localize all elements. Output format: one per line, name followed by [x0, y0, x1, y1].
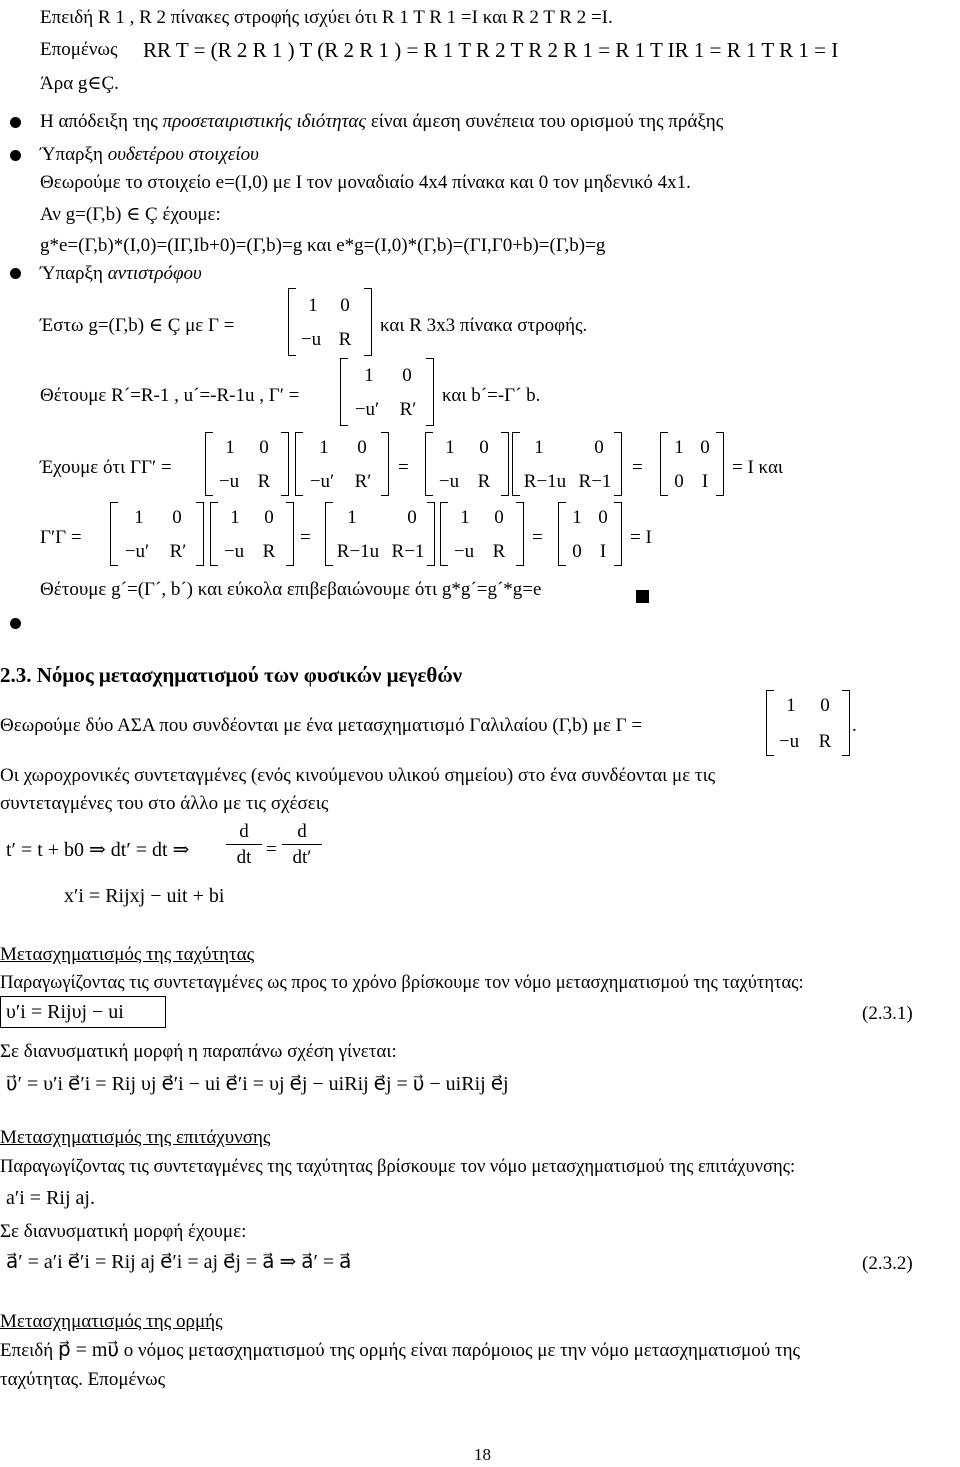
- matrix-cell: −u: [438, 471, 460, 492]
- matrix-cell: 1: [460, 507, 470, 528]
- period: .: [852, 715, 857, 736]
- line-galilean: Θεωρούμε δύο ΑΣΑ που συνδέονται με ένα μετασχηματισμό Γαλιλαίου (Γ,b) με Γ =: [0, 715, 643, 736]
- matrix-cell: −u′: [354, 399, 380, 420]
- equals-sign: =: [266, 839, 277, 860]
- line-identity-def: Θεωρούμε το στοιχείο e=(I,0) με Ι τον μοναδιαίο 4x4 πίνακα και 0 τον μηδενικό 4x1.: [40, 172, 691, 193]
- matrix-cell: R−1u: [523, 471, 567, 492]
- equals-sign: =: [300, 527, 311, 548]
- matrix-gamma: [288, 288, 372, 356]
- equation-acceleration: a′i = Rij aj.: [6, 1187, 95, 1209]
- line-rotation-condition: Επειδή R 1 , R 2 πίνακες στροφής ισχύει ότι R 1 T R 1 =I και R 2 T R 2 =I.: [40, 7, 613, 28]
- denominator: dt′: [292, 847, 312, 868]
- line-define-inverse: Θέτουμε g´=(Γ´, b´) και εύκολα επιβεβαιώνουμε ότι g*g´=g´*g=e: [40, 579, 542, 600]
- line-result-identity: = I: [630, 527, 652, 548]
- matrix-cell: 1: [230, 507, 240, 528]
- numerator: d: [239, 821, 249, 842]
- matrix-cell: R: [818, 731, 832, 752]
- matrix: [512, 432, 622, 496]
- matrix: [425, 432, 509, 496]
- matrix-cell: R−1: [578, 471, 612, 492]
- matrix-cell: 1: [572, 507, 582, 528]
- bullet-dot: [10, 150, 21, 161]
- matrix-gamma-prime: [340, 358, 434, 426]
- matrix-cell: 0: [259, 437, 269, 458]
- italic-term: αντιστρόφου: [107, 263, 202, 284]
- matrix: [110, 502, 204, 566]
- equation-momentum: p⃗ = mυ⃗: [57, 1339, 120, 1361]
- section-title: 2.3. Νόμος μετασχηματισμού των φυσικών μεγεθών: [0, 663, 463, 687]
- matrix: [440, 502, 524, 566]
- matrix-cell: 0: [479, 437, 489, 458]
- page-number: 18: [474, 1445, 491, 1464]
- text: Επειδή: [0, 1340, 58, 1361]
- matrix-cell: 0: [700, 437, 710, 458]
- matrix-cell: 0: [357, 437, 367, 458]
- matrix-cell: 1: [319, 437, 329, 458]
- matrix-cell: R: [262, 541, 276, 562]
- equation-number: (2.3.2): [862, 1253, 913, 1274]
- italic-term: ουδετέρου στοιχείου: [107, 144, 259, 165]
- line-vector-form: Σε διανυσματική μορφή η παραπάνω σχέση γίνεται:: [0, 1041, 397, 1062]
- fraction-bar: [282, 844, 322, 845]
- equation-time: t′ = t + b0 ⇒ dt′ = dt ⇒: [6, 839, 190, 861]
- matrix-cell: R−1u: [336, 541, 380, 562]
- bullet-inverse: [40, 264, 202, 283]
- line-let-g-end: και R 3x3 πίνακα στροφής.: [380, 315, 588, 336]
- equals-sign: =: [398, 457, 409, 478]
- matrix-cell: 0: [340, 295, 350, 316]
- line-coordinates: Οι χωροχρονικές συντεταγμένες (ενός κινούμενου υλικού σημείου) στο ένα συνδέονται με τις: [0, 765, 716, 786]
- line-let-g: Έστω g=(Γ,b) ∈ Ç με Γ =: [40, 315, 235, 336]
- matrix-cell: 0: [402, 365, 412, 386]
- matrix-cell: −u′: [124, 541, 150, 562]
- matrix: [660, 432, 724, 496]
- text: Ύπαρξη: [40, 263, 108, 284]
- text: είναι άμεση συνέπεια του ορισμού της πράξης: [366, 111, 724, 132]
- matrix-cell: R′: [399, 399, 417, 420]
- matrix-cell: −u: [218, 471, 240, 492]
- text: Η απόδειξη της: [40, 111, 163, 132]
- denominator: dt: [236, 847, 252, 868]
- matrix-cell: 0: [594, 437, 604, 458]
- matrix-cell: 1: [786, 695, 796, 716]
- equation-velocity: υ′i = Rijυj − ui: [6, 1001, 124, 1023]
- matrix-cell: 0: [572, 541, 582, 562]
- line-vector-form: Σε διανυσματική μορφή έχουμε:: [0, 1221, 247, 1242]
- equation-number: (2.3.1): [862, 1003, 913, 1024]
- matrix-cell: R: [492, 541, 506, 562]
- matrix-cell: −u: [223, 541, 245, 562]
- matrix-cell: 0: [820, 695, 830, 716]
- matrix-cell: 1: [364, 365, 374, 386]
- line-acceleration-desc: Παραγωγίζοντας τις συντεταγμένες της ταχύτητας βρίσκουμε τον νόμο μετασχηματισμού της επιτάχυνσης:: [0, 1157, 796, 1177]
- matrix-cell: 1: [534, 437, 544, 458]
- line-momentum-cont: ταχύτητας. Επομένως: [0, 1369, 166, 1390]
- fraction-d-dt: [226, 822, 262, 867]
- text: ο νόμος μετασχηματισμού της ορμής είναι παρόμοιος με την νόμο μετασχηματισμού της: [119, 1340, 801, 1361]
- equation-acceleration-vector: a⃗′ = a′i e⃗′i = Rij aj e⃗′i = aj e⃗j = a⃗ ⇒ a⃗′ = a⃗: [6, 1251, 352, 1273]
- fraction-d-dtprime: [282, 822, 322, 867]
- equals-sign: =: [632, 457, 643, 478]
- matrix-cell: 1: [445, 437, 455, 458]
- matrix-cell: R: [477, 471, 491, 492]
- qed-square-icon: [636, 590, 649, 603]
- matrix-cell: −u: [453, 541, 475, 562]
- matrix-cell: 0: [172, 507, 182, 528]
- line-result-identity: = I και: [732, 457, 784, 478]
- heading-acceleration: Μετασχηματισμός της επιτάχυνσης: [0, 1127, 271, 1148]
- matrix-cell: R−1: [391, 541, 425, 562]
- matrix-cell: 1: [674, 437, 684, 458]
- matrix-gamma: [766, 690, 850, 756]
- line-identity-proof: g*e=(Γ,b)*(I,0)=(IΓ,Ib+0)=(Γ,b)=g και e*g=(I,0)*(Γ,b)=(ΓI,Γ0+b)=(Γ,b)=g: [40, 235, 606, 256]
- matrix: [558, 502, 622, 566]
- bullet-identity: [40, 145, 259, 164]
- matrix-cell: 1: [347, 507, 357, 528]
- matrix-cell: 0: [494, 507, 504, 528]
- matrix-cell: 0: [598, 507, 608, 528]
- matrix-cell: 1: [308, 295, 318, 316]
- matrix-cell: 1: [134, 507, 144, 528]
- matrix-cell: −u: [300, 329, 322, 350]
- matrix-cell: I: [701, 471, 709, 492]
- line-set-b: και b´=-Γ´ b.: [442, 385, 541, 406]
- italic-term: προσεταιριστικής ιδιότητας: [162, 111, 367, 132]
- heading-velocity: Μετασχηματισμός της ταχύτητας: [0, 944, 255, 965]
- matrix-cell: R: [338, 329, 352, 350]
- matrix-cell: R′: [169, 541, 187, 562]
- matrix-cell: 0: [264, 507, 274, 528]
- equation-rrt: RR T = (R 2 R 1 ) T (R 2 R 1 ) = R 1 T R 2 T R 2 R 1 = R 1 T IR 1 = R 1 T R 1 = I: [143, 38, 839, 62]
- line-therefore-label: Επομένως: [40, 39, 118, 60]
- line-set-r: Θέτουμε R´=R-1 , u´=-R-1u , Γ′ =: [40, 385, 300, 406]
- bullet-associativity: [40, 112, 723, 131]
- equation-position: x′i = Rijxj − uit + bi: [64, 885, 225, 907]
- matrix-cell: −u: [778, 731, 800, 752]
- line-velocity-desc: Παραγωγίζοντας τις συντεταγμένες ως προς το χρόνο βρίσκουμε τον νόμο μετασχηματισμού της ταχύτητας:: [0, 973, 804, 993]
- bullet-dot: [10, 117, 21, 128]
- line-conclusion: Άρα g∈Ç.: [40, 73, 119, 94]
- bullet-dot: [10, 268, 21, 279]
- line-momentum: [0, 1340, 800, 1360]
- line-gamma-prime-gamma: Γ′Γ =: [40, 527, 82, 548]
- equals-sign: =: [532, 527, 543, 548]
- matrix-cell: 0: [407, 507, 417, 528]
- numerator: d: [297, 821, 307, 842]
- matrix: [210, 502, 294, 566]
- line-identity-if: Αν g=(Γ,b) ∈ Ç έχουμε:: [40, 204, 221, 225]
- matrix: [205, 432, 289, 496]
- fraction-bar: [226, 844, 262, 845]
- bullet-dot: [10, 618, 21, 629]
- matrix: [325, 502, 435, 566]
- matrix-cell: −u′: [309, 471, 335, 492]
- heading-momentum: Μετασχηματισμός της ορμής: [0, 1311, 223, 1332]
- matrix-cell: 0: [674, 471, 684, 492]
- equation-velocity-vector: υ⃗′ = υ′i e⃗′i = Rij υj e⃗′i − ui e⃗′i = υj e⃗j − uiRij e⃗j = υ⃗ − uiRij e⃗j: [6, 1073, 509, 1095]
- matrix-cell: 1: [225, 437, 235, 458]
- text: Ύπαρξη: [40, 144, 108, 165]
- matrix-cell: R′: [354, 471, 372, 492]
- matrix: [295, 432, 389, 496]
- matrix-cell: R: [257, 471, 271, 492]
- line-gamma-gamma-prime: Έχουμε ότι ΓΓ′ =: [40, 457, 172, 478]
- line-coordinates-cont: συντεταγμένες του στο άλλο με τις σχέσεις: [0, 793, 329, 814]
- matrix-cell: I: [599, 541, 607, 562]
